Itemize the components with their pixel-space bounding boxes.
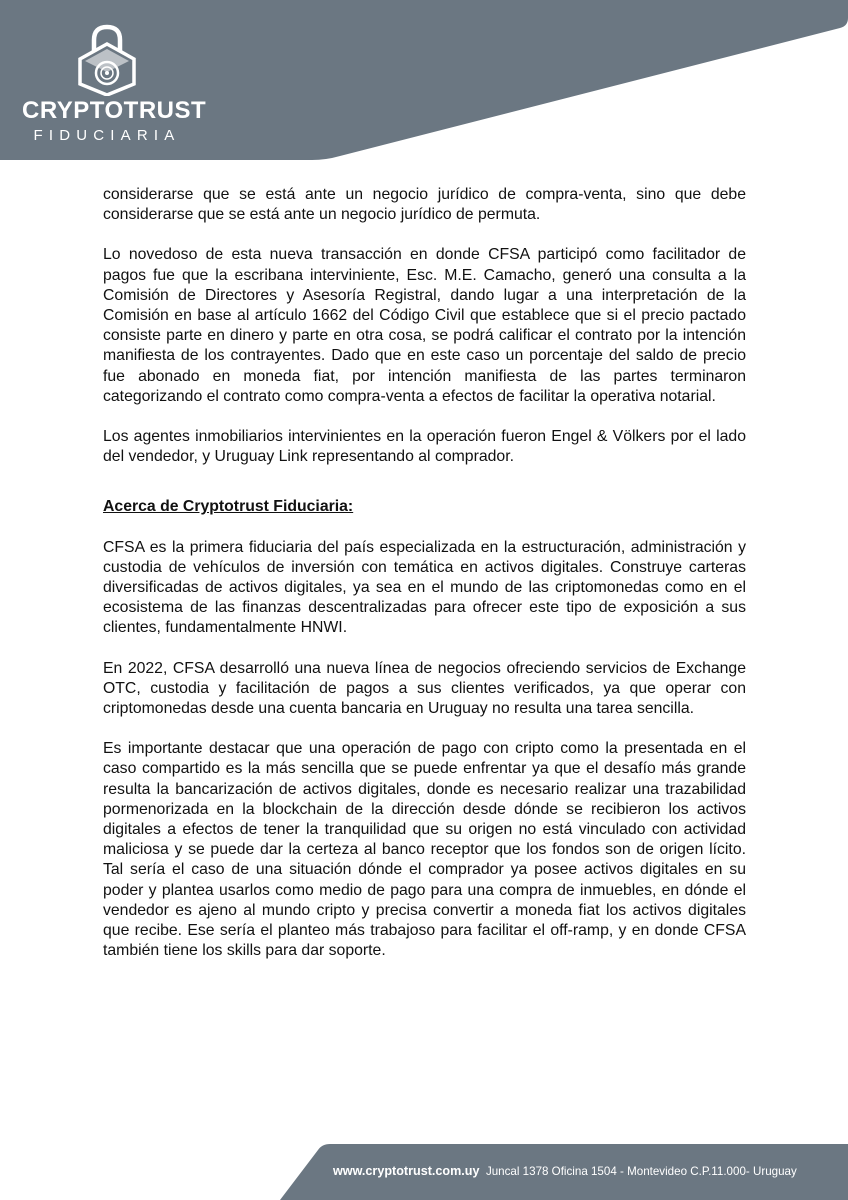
body-paragraph-3: Los agentes inmobiliarios intervinientes en la operación fueron Engel & Völkers por el lado del vendedor, y Uruguay Link representando al comprador. [103,428,746,466]
body-paragraph-1: considerarse que se está ante un negocio jurídico de compra-venta, sino que debe considerarse que se está ante un negocio jurídico de permuta. [103,186,746,224]
section-paragraph-2: En 2022, CFSA desarrolló una nueva línea de negocios ofreciendo servicios de Exchange OTC, custodia y facilitación de pagos a sus clientes verificados, ya que operar con criptomonedas desde una cuenta bancaria en Uruguay no resulta una tarea sencilla. [103,659,746,718]
footer-contact [333,1164,823,1178]
section-paragraph-3: Es importante destacar que una operación de pago con cripto como la presentada en el caso compartido es la más sencilla que se puede enfrentar ya que el desafío más grande resulta la bancarización de activos digitales, donde es necesario realizar una trazabilidad pormenorizada en la blockchain de la dirección desde dónde se recibieron los activos digitales a efectos de tener la tranquilidad que su origen no está vinculado con actividad maliciosa y se puede dar la certeza al banco receptor que los fondos son de origen lícito. Tal sería el caso de una situación dónde el comprador ya posee activos digitales en su poder y plantea usarlos como medio de pago para una compra de inmuebles, en dónde el vendedor es ajeno al mundo cripto y precisa convertir a moneda fiat los activos digitales que recibe. Ese sería el planteo más trabajoso para facilitar el off-ramp, y en donde CFSA también tiene los skills para dar soporte. [103,740,746,960]
document-body [103,185,746,982]
footer-website-link[interactable]: www.cryptotrust.com.uy [333,1164,480,1178]
company-logo [22,20,207,150]
padlock-cube-icon [74,22,140,96]
logo-wordmark: CRYPTOTRUST [22,97,207,124]
body-paragraph-2: Lo novedoso de esta nueva transacción en donde CFSA participó como facilitador de pagos fue que la escribana interviniente, Esc. M.E. Camacho, generó una consulta a la Comisión de Directores y Asesoría Registral, dando lugar a una interpretación de la Comisión en base al artículo 1662 del Código Civil que establece que si el precio pactado consiste parte en dinero y parte en otra cosa, se podrá calificar el contrato por la intención manifiesta de los contrayentes. Dado que en este caso un porcentaje del saldo de precio fue abonado en moneda fiat, por intención manifiesta de las partes terminaron categorizando el contrato como compra-venta a efectos de facilitar la operativa notarial. [103,246,746,405]
logo-subtitle: FIDUCIARIA [33,127,181,144]
footer-address: Juncal 1378 Oficina 1504 - Montevideo C.P.11.000- Uruguay [485,1165,797,1178]
section-paragraph-1: CFSA es la primera fiduciaria del país especializada en la estructuración, administración y custodia de vehículos de inversión con temática en activos digitales. Construye carteras diversificadas de activos digitales, ya sea en el mundo de las criptomonedas como en el ecosistema de las finanzas descentralizadas para ofrecer este tipo de exposición a sus clientes, fundamentalmente HNWI. [103,538,746,637]
section-heading: Acerca de Cryptotrust Fiduciaria: [103,498,354,516]
